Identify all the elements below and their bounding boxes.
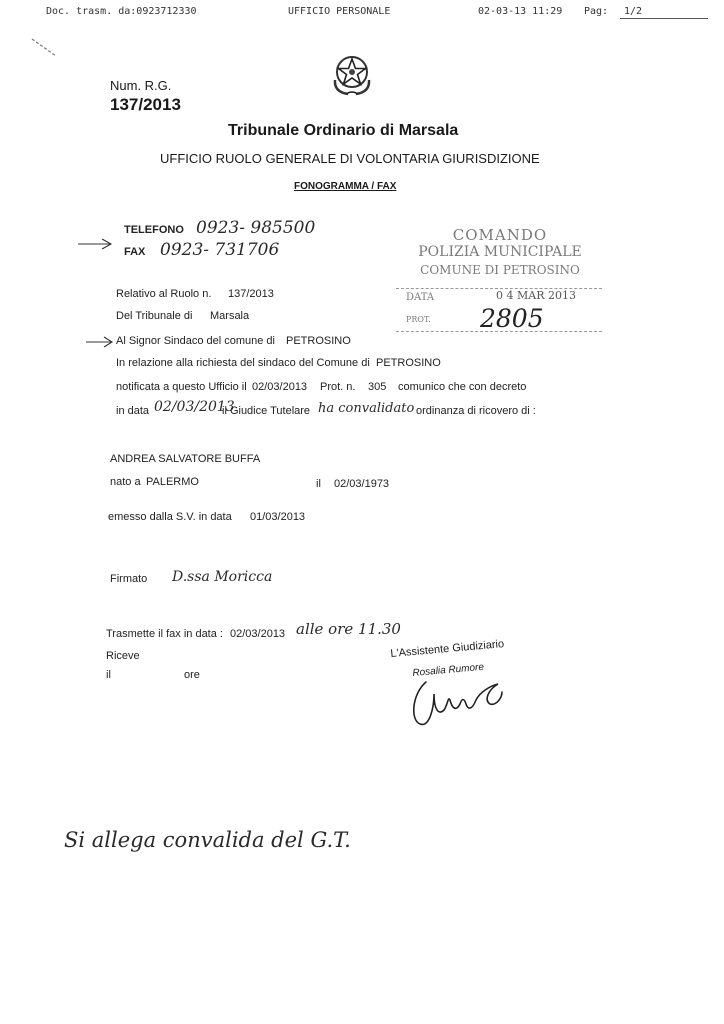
stamp-prot-value: 2805 bbox=[480, 304, 544, 333]
stamp-line-comando: COMANDO bbox=[452, 226, 548, 244]
protocol-label: Prot. n. bbox=[320, 381, 356, 393]
giudice-label: il Giudice Tutelare bbox=[222, 405, 311, 417]
handwritten-note: Si allega convalida del G.T. bbox=[64, 828, 351, 852]
emesso-value: 01/03/2013 bbox=[250, 511, 306, 523]
telefono-label: TELEFONO bbox=[124, 224, 184, 236]
trasmette-date: 02/03/2013 bbox=[230, 628, 286, 640]
court-name: Tribunale Ordinario di Marsala bbox=[228, 122, 459, 139]
sindaco-label: Al Signor Sindaco del comune di bbox=[116, 335, 275, 347]
nato-label: nato a bbox=[110, 476, 141, 488]
fax-page-label: Pag: bbox=[584, 6, 609, 17]
ordinanza-text: ordinanza di ricovero di : bbox=[416, 405, 536, 417]
fax-label: FAX bbox=[124, 246, 146, 258]
fax-datetime: 02-03-13 11:29 bbox=[478, 6, 563, 17]
trasmette-label: Trasmette il fax in data : bbox=[106, 628, 223, 640]
fax-header-rule bbox=[620, 18, 708, 19]
fax-page-number: 1/2 bbox=[624, 6, 643, 17]
emesso-label: emesso dalla S.V. in data bbox=[108, 511, 232, 523]
fax-transmission-header bbox=[0, 6, 724, 22]
comunico-text: comunico che con decreto bbox=[398, 381, 527, 393]
notificata-label: notificata a questo Ufficio il bbox=[116, 381, 247, 393]
richiesta-value: PETROSINO bbox=[376, 357, 441, 369]
firmato-label: Firmato bbox=[110, 573, 148, 585]
stamp-line-comune: COMUNE DI PETROSINO bbox=[420, 263, 580, 277]
sindaco-value: PETROSINO bbox=[286, 335, 351, 347]
riceve-label: Riceve bbox=[106, 650, 140, 662]
stamp-data-label: DATA bbox=[406, 292, 435, 303]
trasmette-time: alle ore 11.30 bbox=[296, 620, 401, 638]
ruolo-value: 137/2013 bbox=[228, 288, 274, 300]
in-data-label: in data bbox=[116, 405, 150, 417]
firmato-value: D.ssa Moricca bbox=[172, 569, 273, 585]
nato-value: PALERMO bbox=[146, 476, 199, 488]
richiesta-label: In relazione alla richiesta del sindaco del Comune di bbox=[116, 357, 370, 369]
protocol-value: 305 bbox=[368, 381, 387, 393]
birth-date: 02/03/1973 bbox=[334, 478, 390, 490]
stamp-line-polizia: POLIZIA MUNICIPALE bbox=[418, 244, 582, 260]
num-rg-value: 137/2013 bbox=[110, 95, 181, 114]
court-office: UFFICIO RUOLO GENERALE DI VOLONTARIA GIURISDIZIONE bbox=[160, 151, 540, 166]
ruolo-label: Relativo al Ruolo n. bbox=[116, 288, 212, 300]
document-type: FONOGRAMMA / FAX bbox=[294, 181, 397, 192]
signature-name: Rosalia Rumore bbox=[412, 661, 485, 679]
stamp-data-value: 0 4 MAR 2013 bbox=[496, 289, 576, 302]
italian-republic-emblem-icon bbox=[330, 50, 374, 96]
num-rg-label: Num. R.G. bbox=[110, 78, 172, 93]
giudice-value: ha convalidato bbox=[318, 401, 415, 416]
telefono-value: 0923- 985500 bbox=[196, 218, 316, 238]
riceve-ore-label: ore bbox=[184, 669, 200, 681]
il-label: il bbox=[316, 478, 321, 490]
in-data-value: 02/03/2013 bbox=[154, 399, 235, 415]
tribunale-value: Marsala bbox=[210, 310, 250, 322]
handwritten-signature bbox=[404, 670, 514, 734]
tribunale-label: Del Tribunale di bbox=[116, 310, 193, 322]
fax-office: UFFICIO PERSONALE bbox=[288, 6, 391, 17]
scan-mark bbox=[30, 36, 60, 60]
handwritten-arrow-icon bbox=[84, 334, 116, 350]
signature-role: L'Assistente Giudiziario bbox=[390, 638, 505, 660]
fax-doc-origin: Doc. trasm. da:0923712330 bbox=[46, 6, 197, 17]
riceve-il-label: il bbox=[106, 669, 111, 681]
person-name: ANDREA SALVATORE BUFFA bbox=[110, 453, 261, 465]
stamp-prot-label: PROT. bbox=[406, 315, 431, 324]
fax-value: 0923- 731706 bbox=[160, 240, 280, 260]
notificata-date: 02/03/2013 bbox=[252, 381, 308, 393]
handwritten-arrow-icon bbox=[76, 236, 116, 252]
